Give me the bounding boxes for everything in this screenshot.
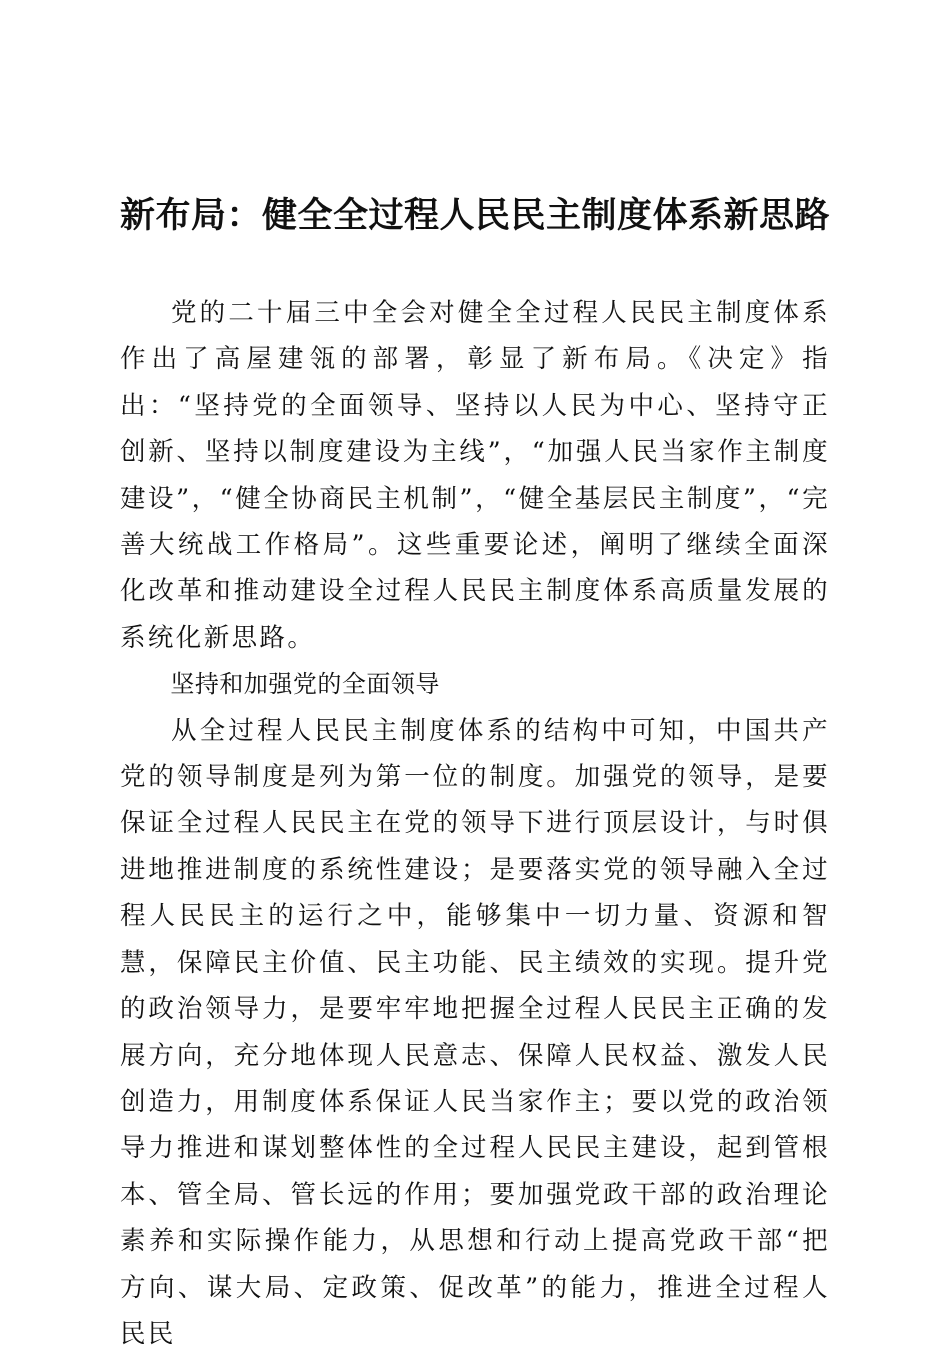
document-title: 新布局：健全全过程人民民主制度体系新思路 <box>119 195 830 236</box>
document-body <box>120 290 830 1357</box>
section-paragraph: 从全过程人民民主制度体系的结构中可知，中国共产党的领导制度是列为第一位的制度。加强党的领导，是要保证全过程人民民主在党的领导下进行顶层设计，与时俱进地推进制度的系统性建设；是要落实党的领导融入全过程人民民主的运行之中，能够集中一切力量、资源和智慧，保障民主价值、民主功能、民主绩效的实现。提升党的政治领导力，是要牢牢地把握全过程人民民主正确的发展方向，充分地体现人民意志、保障人民权益、激发人民创造力，用制度体系保证人民当家作主；要以党的政治领导力推进和谋划整体性的全过程人民民主建设，起到管根本、管全局、管长远的作用；要加强党政干部的政治理论素养和实际操作能力，从思想和行动上提高党政干部“把方向、谋大局、定政策、促改革”的能力，推进全过程人民民 <box>120 715 830 1349</box>
intro-paragraph: 党的二十届三中全会对健全全过程人民民主制度体系作出了高屋建瓴的部署，彰显了新布局。《决定》指出：“坚持党的全面领导、坚持以人民为中心、坚持守正创新、坚持以制度建设为主线”，“加强人民当家作主制度建设”，“健全协商民主机制”，“健全基层民主制度”，“完善大统战工作格局”。这些重要论述，阐明了继续全面深化改革和推动建设全过程人民民主制度体系高质量发展的系统化新思路。 <box>120 298 830 653</box>
section-heading: 坚持和加强党的全面领导 <box>170 670 440 699</box>
